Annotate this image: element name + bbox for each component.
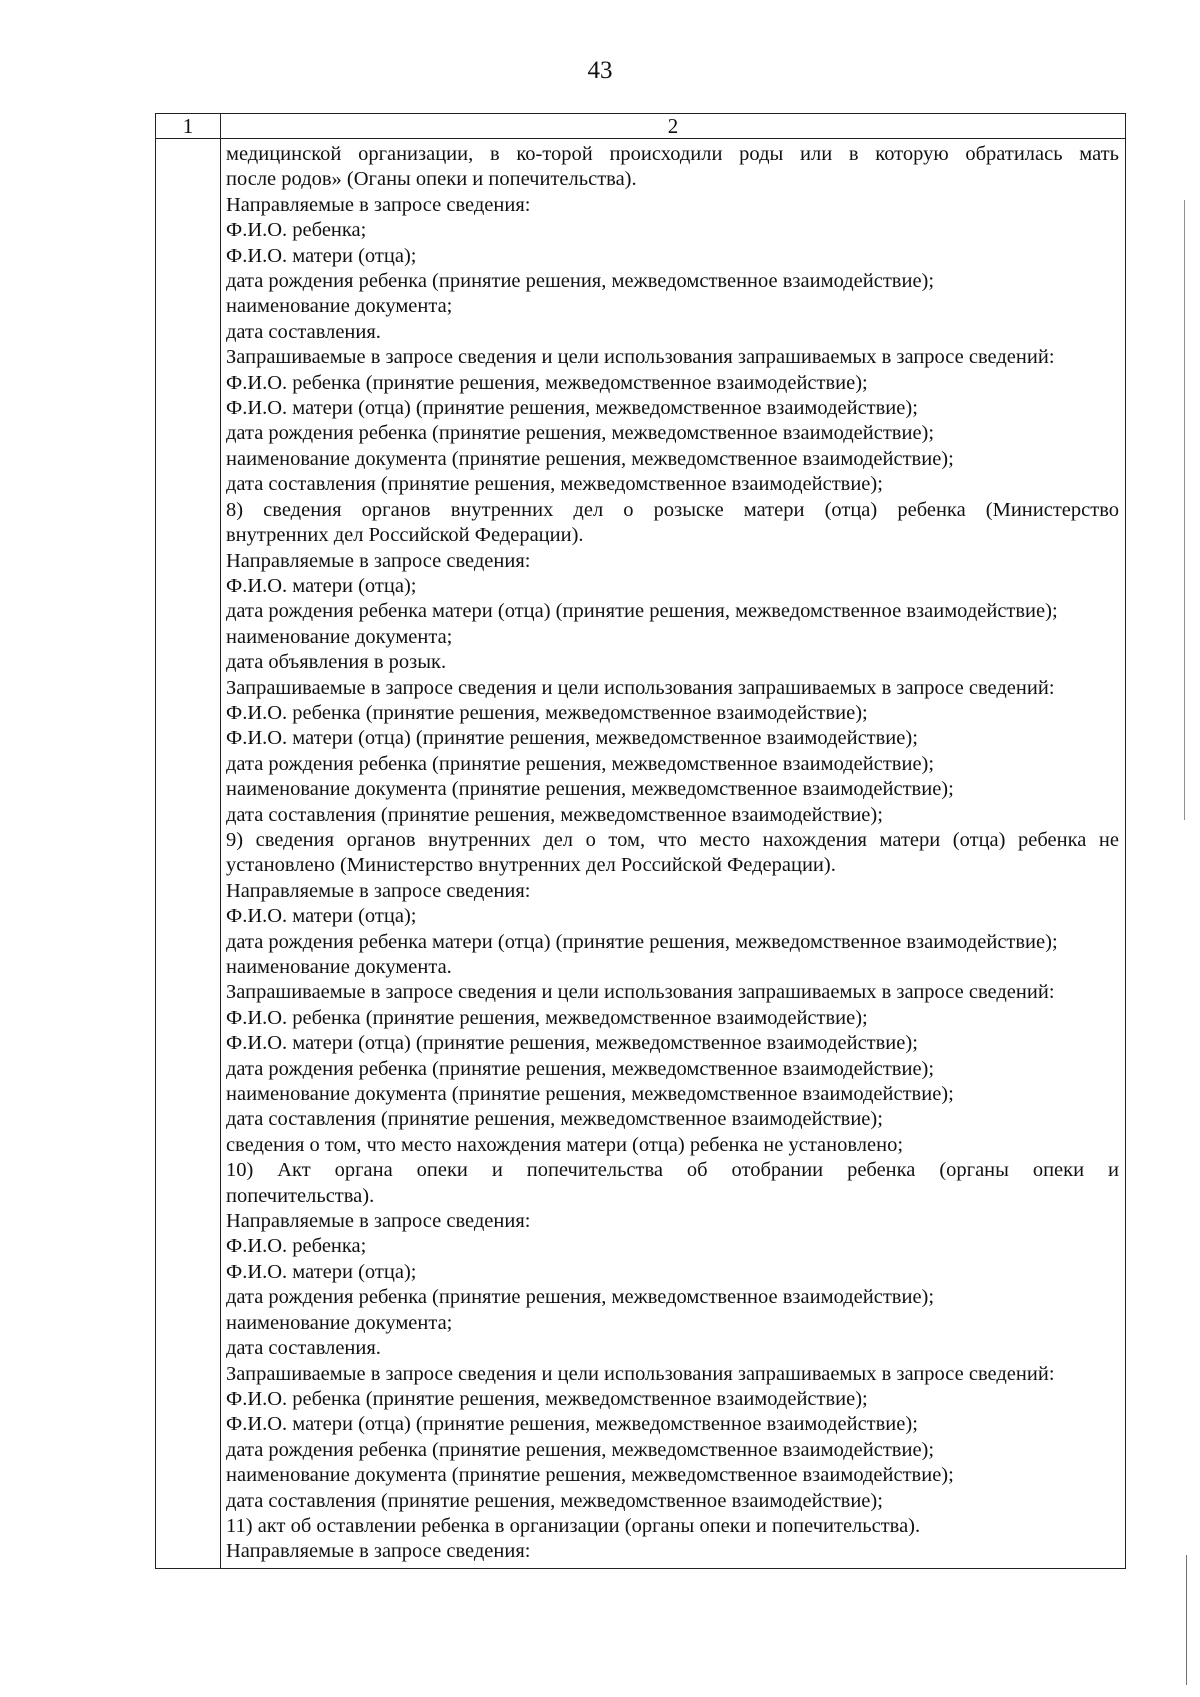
- text-line: Запрашиваемые в запросе сведения и цели использования запрашиваемых в запросе сведений:: [226, 676, 1055, 699]
- text-line: дата рождения ребенка матери (отца) (принятие решения, межведомственное взаимодействие);: [226, 930, 1058, 953]
- text-line: дата составления.: [226, 1337, 381, 1360]
- text-line: Запрашиваемые в запросе сведения и цели использования запрашиваемых в запросе сведений:: [226, 981, 1055, 1004]
- text-line: дата составления (принятие решения, межведомственное взаимодействие);: [226, 803, 883, 826]
- text-line: дата составления (принятие решения, межведомственное взаимодействие);: [226, 473, 883, 496]
- text-line: Ф.И.О. ребенка (принятие решения, межведомственное взаимодействие);: [226, 1387, 868, 1410]
- text-line: Ф.И.О. ребенка;: [226, 219, 367, 242]
- text-line: наименование документа.: [226, 956, 452, 978]
- text-line: наименование документа (принятие решения, межведомственное взаимодействие);: [226, 447, 954, 470]
- text-line: внутренних дел Российской Федерации).: [226, 524, 584, 547]
- text-line: Ф.И.О. ребенка (принятие решения, межведомственное взаимодействие);: [226, 371, 868, 394]
- text-line: Ф.И.О. матери (отца) (принятие решения, межведомственное взаимодействие);: [226, 727, 918, 750]
- text-line: наименование документа;: [226, 1311, 453, 1334]
- text-line: попечительства).: [226, 1184, 375, 1207]
- text-line: Ф.И.О. ребенка (принятие решения, межведомственное взаимодействие);: [226, 1006, 868, 1029]
- column-header-1: 1: [182, 114, 194, 138]
- text-line: Ф.И.О. матери (отца) (принятие решения, межведомственное взаимодействие);: [226, 1032, 918, 1055]
- scan-edge-mark: [1184, 200, 1185, 820]
- text-line: дата рождения ребенка (принятие решения, межведомственное взаимодействие);: [226, 1286, 935, 1309]
- text-line: дата рождения ребенка (принятие решения, межведомственное взаимодействие);: [226, 752, 935, 775]
- text-line: Ф.И.О. матери (отца);: [226, 244, 417, 267]
- text-line: Запрашиваемые в запросе сведения и цели использования запрашиваемых в запросе сведений:: [226, 346, 1055, 369]
- text-line: Направляемые в запросе сведения:: [226, 879, 531, 902]
- scan-edge-mark: [1186, 1555, 1187, 1685]
- text-line: наименование документа;: [226, 295, 453, 318]
- text-line: Ф.И.О. матери (отца) (принятие решения, межведомственное взаимодействие);: [226, 397, 918, 420]
- text-line: Запрашиваемые в запросе сведения и цели использования запрашиваемых в запросе сведений:: [226, 1362, 1055, 1385]
- text-line: Направляемые в запросе сведения:: [226, 193, 531, 216]
- text-line: Ф.И.О. матери (отца);: [226, 905, 417, 928]
- text-line: дата составления (принятие решения, межведомственное взаимодействие);: [226, 1489, 883, 1512]
- text-line: сведения о том, что место нахождения матери (отца) ребенка не установлено;: [226, 1133, 904, 1156]
- text-line: дата рождения ребенка (принятие решения, межведомственное взаимодействие);: [226, 1057, 935, 1080]
- header-rule: [156, 138, 1125, 139]
- text-line: Ф.И.О. матери (отца);: [226, 574, 417, 597]
- text-line: Ф.И.О. ребенка (принятие решения, межведомственное взаимодействие);: [226, 701, 868, 724]
- text-line: Ф.И.О. матери (отца);: [226, 1260, 417, 1283]
- text-line: после родов» (Оганы опеки и попечительства).: [226, 168, 637, 191]
- text-line: наименование документа (принятие решения, межведомственное взаимодействие);: [226, 1464, 954, 1487]
- page-number: 43: [587, 57, 613, 84]
- text-line: медицинской организации, в ко-торой происходили роды или в которую обратилась мать: [226, 143, 1119, 165]
- text-line: 8) сведения органов внутренних дел о розыске матери (отца) ребенка (Министерство: [226, 498, 1119, 521]
- text-line: дата объявления в розык.: [226, 651, 447, 674]
- text-line: дата рождения ребенка матери (отца) (принятие решения, межведомственное взаимодействие);: [226, 600, 1058, 623]
- text-line: установлено (Министерство внутренних дел Российской Федерации).: [226, 854, 836, 877]
- text-line: 11) акт об оставлении ребенка в организации (органы опеки и попечительства).: [226, 1514, 921, 1537]
- column-header-2: 2: [667, 114, 679, 138]
- text-line: Направляемые в запросе сведения:: [226, 1210, 531, 1233]
- text-line: наименование документа (принятие решения, межведомственное взаимодействие);: [226, 778, 954, 801]
- text-line: дата составления.: [226, 320, 381, 343]
- text-line: Направляемые в запросе сведения:: [226, 1540, 531, 1563]
- text-line: дата рождения ребенка (принятие решения, межведомственное взаимодействие);: [226, 422, 935, 445]
- column-divider: [220, 114, 221, 1568]
- text-line: дата рождения ребенка (принятие решения, межведомственное взаимодействие);: [226, 1438, 935, 1461]
- content-cell: [226, 142, 1119, 1565]
- text-line: Ф.И.О. ребенка;: [226, 1235, 367, 1258]
- text-line: Направляемые в запросе сведения:: [226, 549, 531, 572]
- document-table: [155, 113, 1126, 1569]
- text-line: дата рождения ребенка (принятие решения, межведомственное взаимодействие);: [226, 270, 935, 293]
- text-line: наименование документа;: [226, 625, 453, 648]
- text-line: 9) сведения органов внутренних дел о том, что место нахождения матери (отца) ребенка не: [226, 828, 1119, 851]
- text-line: 10) Акт органа опеки и попечительства об отобрании ребенка (органы опеки и: [226, 1159, 1119, 1182]
- text-line: Ф.И.О. матери (отца) (принятие решения, межведомственное взаимодействие);: [226, 1413, 918, 1436]
- text-line: наименование документа (принятие решения, межведомственное взаимодействие);: [226, 1083, 954, 1106]
- text-line: дата составления (принятие решения, межведомственное взаимодействие);: [226, 1108, 883, 1131]
